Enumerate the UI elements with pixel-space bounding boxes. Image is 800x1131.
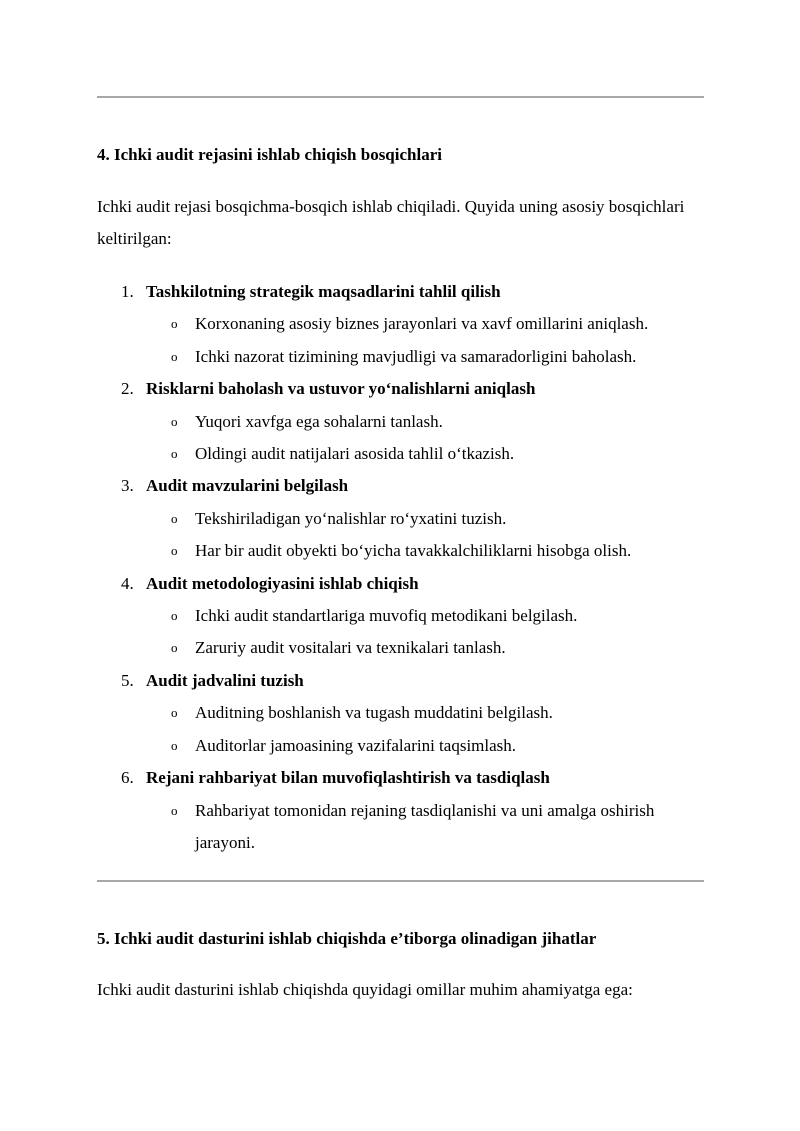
step-title: Rejani rahbariyat bilan muvofiqlashtirish va tasdiqlash (146, 768, 550, 788)
step-title: Audit metodologiyasini ishlab chiqish (146, 573, 419, 593)
step-item (97, 665, 709, 762)
circle-bullet-icon: o (171, 640, 178, 656)
step-number: 2. (121, 379, 134, 399)
sub-item-text: Korxonaning asosiy biznes jarayonlari va xavf omillarini aniqlash. (195, 314, 649, 334)
step-item (97, 762, 709, 859)
section-5-heading: 5. Ichki audit dasturini ishlab chiqishda e’tiborga olinadigan jihatlar (97, 929, 597, 948)
step-item (97, 373, 709, 470)
sub-item (146, 600, 709, 632)
step-number: 1. (121, 282, 134, 301)
sub-item-text: Oldingi audit natijalari asosida tahlil o‘tkazish. (195, 444, 515, 464)
step-title: Audit mavzularini belgilash (146, 476, 349, 496)
sub-item-text: Ichki nazorat tizimining mavjudligi va samaradorligini baholash. (195, 346, 637, 366)
sub-item (146, 341, 709, 373)
sub-item (146, 632, 709, 664)
step-number: 3. (121, 476, 134, 496)
circle-bullet-icon: o (171, 348, 178, 364)
sub-item-text: Tekshiriladigan yo‘nalishlar ro‘yxatini tuzish. (195, 508, 507, 528)
step-subitems (146, 406, 709, 471)
sub-item-text: Auditning boshlanish va tugash muddatini belgilash. (195, 703, 553, 723)
step-number: 4. (121, 573, 134, 593)
step-subitems (146, 795, 709, 860)
section-4-heading: 4. Ichki audit rejasini ishlab chiqish bosqichlari (97, 145, 442, 164)
section-5-intro: Ichki audit dasturini ishlab chiqishda quyidagi omillar muhim ahamiyatga ega: (97, 980, 633, 999)
circle-bullet-icon: o (171, 510, 178, 526)
horizontal-rule (97, 96, 704, 98)
circle-bullet-icon: o (171, 543, 178, 559)
sub-item (146, 438, 709, 470)
sub-item (146, 535, 709, 567)
sub-item (146, 406, 709, 438)
sub-item (146, 503, 709, 535)
step-subitems (146, 308, 709, 373)
sub-item (146, 730, 709, 762)
horizontal-rule (97, 880, 704, 882)
step-subitems (146, 600, 709, 665)
section-4-intro: Ichki audit rejasi bosqichma-bosqich ishlab chiqiladi. Quyida uning asosiy bosqichlari keltirilgan: (97, 197, 685, 248)
sub-item-text: Auditorlar jamoasining vazifalarini taqsimlash. (195, 735, 517, 755)
sub-item (146, 697, 709, 729)
sub-item-text: Rahbariyat tomonidan rejaning tasdiqlanishi va uni amalga oshirish jarayoni. (195, 800, 655, 852)
sub-item (146, 795, 709, 860)
step-subitems (146, 697, 709, 762)
sub-item-text: Zaruriy audit vositalari va texnikalari tanlash. (195, 638, 506, 658)
circle-bullet-icon: o (171, 705, 178, 721)
circle-bullet-icon: o (171, 413, 178, 429)
sub-item-text: Har bir audit obyekti bo‘yicha tavakkalchiliklarni hisobga olish. (195, 541, 632, 561)
circle-bullet-icon: o (171, 316, 178, 332)
step-title: Risklarni baholash va ustuvor yo‘nalishlarni aniqlash (146, 379, 536, 399)
step-title: Audit jadvalini tuzish (146, 670, 304, 690)
step-number: 5. (121, 670, 134, 690)
sub-item (146, 308, 709, 340)
circle-bullet-icon: o (171, 608, 178, 624)
circle-bullet-icon: o (171, 802, 178, 818)
sub-item-text: Yuqori xavfga ega sohalarni tanlash. (195, 411, 443, 431)
sub-item-text: Ichki audit standartlariga muvofiq metodikani belgilash. (195, 606, 578, 626)
circle-bullet-icon: o (171, 446, 178, 462)
step-number: 6. (121, 768, 134, 788)
step-title: Tashkilotning strategik maqsadlarini tahlil qilish (146, 282, 501, 301)
step-subitems (146, 503, 709, 568)
step-item (97, 470, 709, 567)
step-item (97, 276, 709, 373)
circle-bullet-icon: o (171, 737, 178, 753)
steps-list (97, 276, 709, 859)
step-item (97, 568, 709, 665)
